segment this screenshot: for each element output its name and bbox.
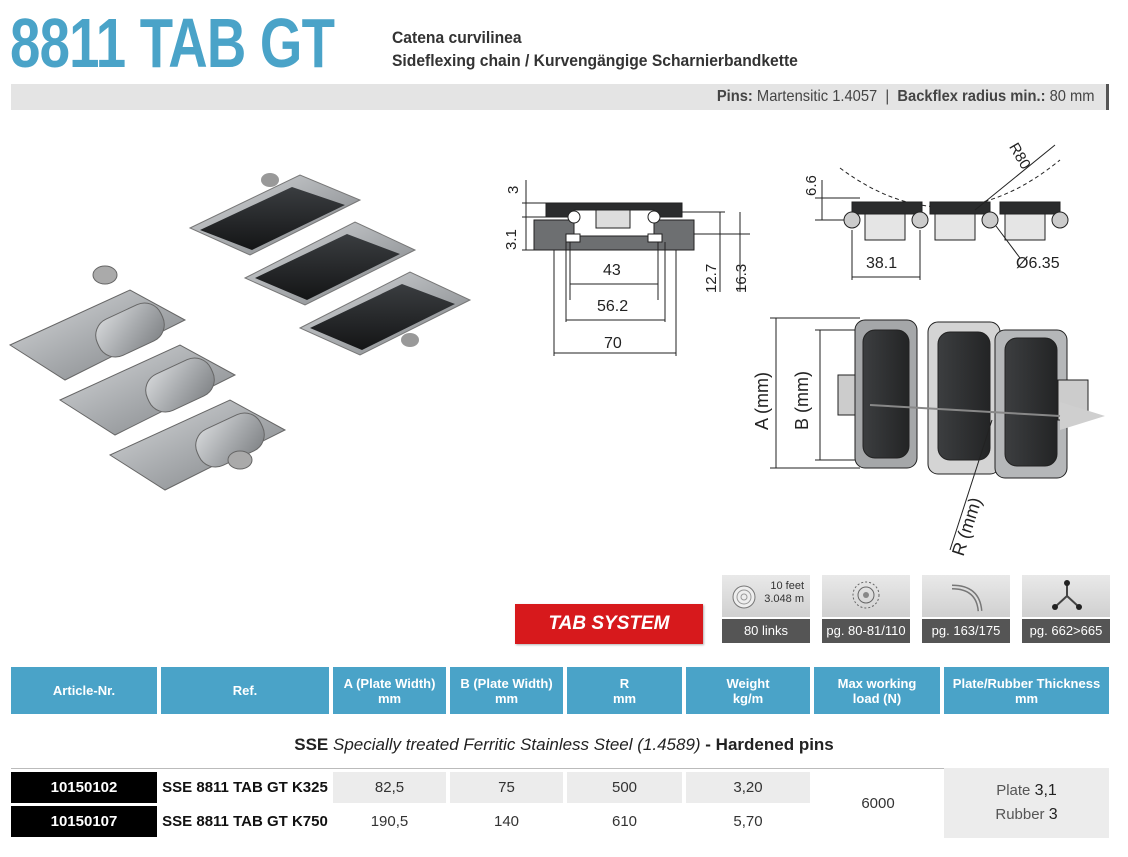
dim-3: 3 bbox=[505, 185, 522, 194]
spec-bar bbox=[11, 84, 1109, 110]
article-number: 10150107 bbox=[11, 806, 157, 837]
roll-length-tile bbox=[722, 575, 810, 643]
dim-6-35: Ø6.35 bbox=[1016, 255, 1060, 272]
b-value: 75 bbox=[450, 772, 563, 803]
pins-label: Pins: bbox=[717, 88, 754, 105]
dim-r-label: R (mm) bbox=[948, 494, 986, 559]
sprocket-icon bbox=[850, 579, 882, 611]
dim-3-1: 3.1 bbox=[503, 229, 520, 250]
th-article-text: Article-Nr. bbox=[52, 683, 116, 698]
thickness-cell bbox=[944, 768, 1109, 838]
th-ref-text: Ref. bbox=[232, 683, 258, 698]
page-title: 8811 TAB GT bbox=[10, 4, 335, 82]
front-view-drawing bbox=[500, 170, 760, 370]
th-a-text: A (Plate Width) mm bbox=[343, 675, 436, 706]
dim-56-2: 56.2 bbox=[597, 298, 629, 315]
roll-meters: 3.048 m bbox=[764, 593, 804, 605]
plate-value: 3,1 bbox=[1034, 782, 1057, 799]
th-a bbox=[333, 667, 446, 714]
th-r bbox=[567, 667, 682, 714]
th-b bbox=[450, 667, 563, 714]
th-weight-text: Weight kg/m bbox=[726, 675, 770, 706]
material-description bbox=[0, 735, 1128, 755]
spec-separator: | bbox=[885, 88, 890, 105]
spec-bar-accent bbox=[1106, 84, 1109, 110]
max-load-value: 6000 bbox=[861, 794, 895, 812]
sprocket-tile[interactable] bbox=[822, 575, 910, 643]
ref-code: SSE 8811 TAB GT K325 bbox=[162, 779, 328, 796]
dim-6-6: 6.6 bbox=[803, 175, 820, 196]
subtitle-english-german: Sideflexing chain / Kurvengängige Scharnierbandkette bbox=[392, 51, 798, 70]
joint-pages: pg. 662>665 bbox=[1022, 619, 1110, 643]
dim-12-7: 12.7 bbox=[703, 263, 720, 293]
spec-text bbox=[717, 88, 1095, 106]
r-value: 500 bbox=[567, 772, 682, 803]
links-count: 80 links bbox=[722, 619, 810, 643]
rubber-label: Rubber bbox=[995, 806, 1045, 823]
backflex-label: Backflex radius min.: bbox=[897, 88, 1046, 105]
curve-pages: pg. 163/175 bbox=[922, 619, 1010, 643]
article-number: 10150102 bbox=[11, 772, 157, 803]
ref-code: SSE 8811 TAB GT K750 bbox=[162, 813, 328, 830]
dim-38-1: 38.1 bbox=[866, 255, 898, 272]
roll-icon bbox=[730, 583, 758, 611]
th-b-text: B (Plate Width) mm bbox=[460, 675, 553, 706]
subtitle-italian: Catena curvilinea bbox=[392, 28, 522, 47]
dim-a-label: A (mm) bbox=[752, 372, 772, 430]
dim-b-label: B (mm) bbox=[792, 371, 812, 430]
material-code: SSE bbox=[294, 735, 329, 754]
joint-icon bbox=[1050, 579, 1084, 613]
th-ref bbox=[161, 667, 329, 714]
dim-r80: R80 bbox=[1005, 140, 1034, 173]
roll-feet: 10 feet bbox=[770, 580, 804, 592]
dim-70: 70 bbox=[604, 335, 622, 352]
sprocket-pages: pg. 80-81/110 bbox=[822, 619, 910, 643]
b-value: 140 bbox=[493, 813, 520, 830]
plate-thickness bbox=[944, 779, 1109, 803]
rubber-thickness bbox=[944, 803, 1109, 827]
material-name: Specially treated Ferritic Stainless Steel (1.4589) bbox=[333, 735, 701, 754]
chain-product-image bbox=[0, 160, 480, 520]
pins-value: Martensitic 1.4057 bbox=[757, 88, 878, 105]
roll-length-text bbox=[760, 580, 804, 606]
weight-value: 3,20 bbox=[686, 772, 810, 803]
curve-tile[interactable] bbox=[922, 575, 1010, 643]
dim-16-3: 16.3 bbox=[733, 263, 750, 293]
dim-43: 43 bbox=[603, 262, 621, 279]
tab-system-badge: TAB SYSTEM bbox=[515, 604, 703, 644]
material-pins: - Hardened pins bbox=[705, 735, 834, 754]
th-max-load bbox=[814, 667, 940, 714]
th-max-load-text: Max working load (N) bbox=[837, 675, 917, 706]
plate-label: Plate bbox=[996, 782, 1031, 799]
backflex-value: 80 mm bbox=[1050, 88, 1095, 105]
weight-value: 5,70 bbox=[733, 813, 763, 830]
curve-track-icon bbox=[950, 579, 984, 613]
rubber-value: 3 bbox=[1048, 806, 1058, 823]
th-weight bbox=[686, 667, 810, 714]
joint-tile[interactable] bbox=[1022, 575, 1110, 643]
th-article bbox=[11, 667, 157, 714]
th-thickness-text: Plate/Rubber Thickness mm bbox=[952, 675, 1101, 706]
a-value: 190,5 bbox=[370, 813, 409, 830]
th-thickness bbox=[944, 667, 1109, 714]
a-value: 82,5 bbox=[333, 772, 446, 803]
top-view-drawing bbox=[760, 310, 1110, 560]
th-r-text: R mm bbox=[612, 675, 637, 706]
r-value: 610 bbox=[611, 813, 638, 830]
